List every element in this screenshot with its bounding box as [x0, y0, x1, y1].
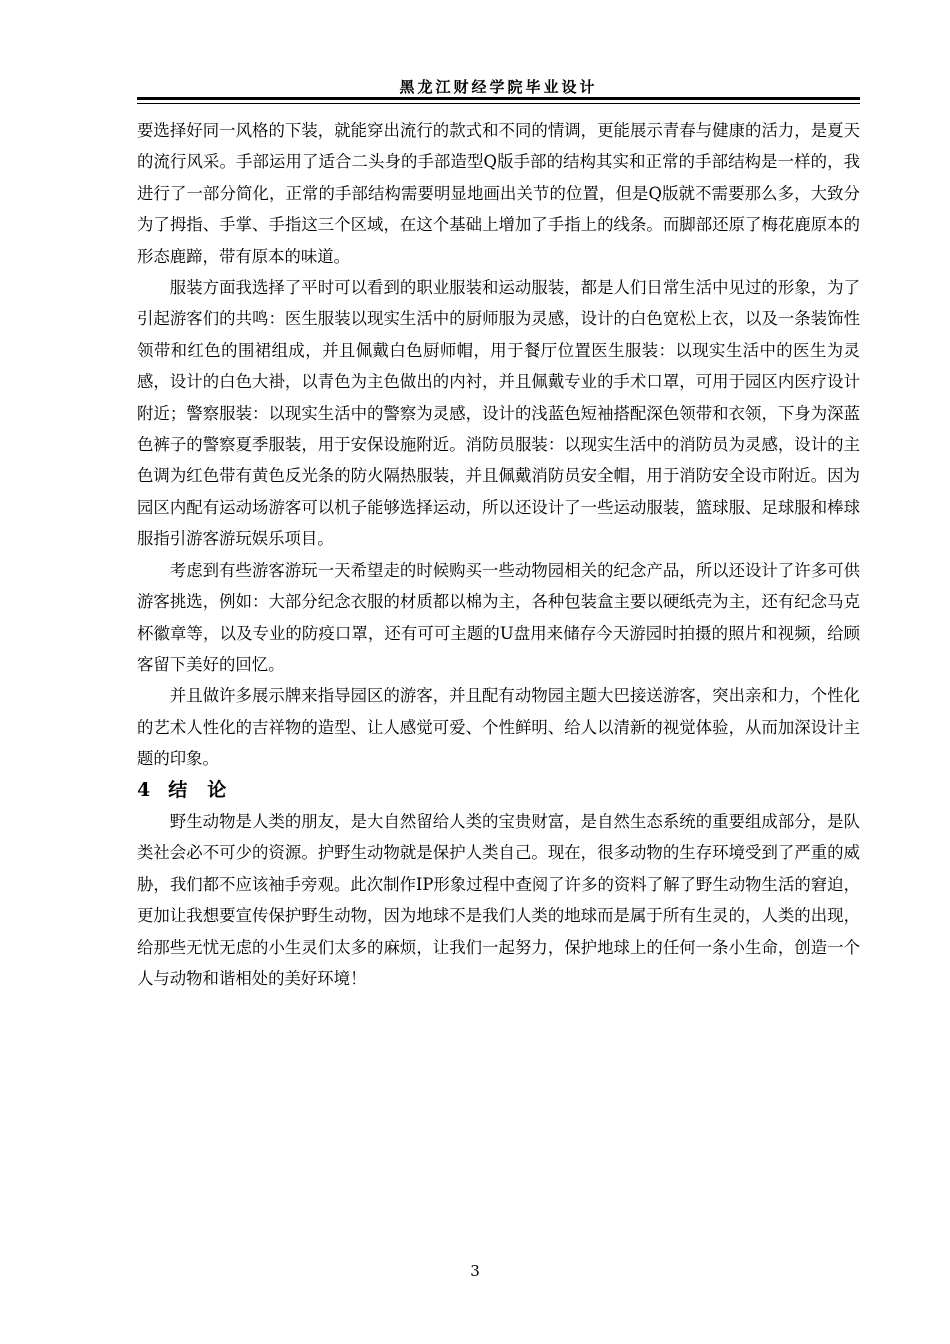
- body-paragraph-signage: 并且做许多展示牌来指导园区的游客，并且配有动物园主题大巴接送游客，突出亲和力，个性化的艺术人性化的吉祥物的造型、让人感觉可爱、个性鲜明、给人以清新的视觉体验，从而加深设计主题的印象。: [137, 686, 860, 769]
- section-title: 结论: [168, 778, 247, 801]
- conclusion-paragraph: 野生动物是人类的朋友，是大自然留给人类的宝贵财富，是自然生态系统的重要组成部分，是队类社会必不可少的资源。护野生动物就是保护人类自己。现在，很多动物的生存环境受到了严重的威胁，我们都不应该袖手旁观。此次制作IP形象过程中查阅了许多的资料了解了野生动物生活的窘迫，更加让我想要宣传保护野生动物，因为地球不是我们人类的地球而是属于所有生灵的，人类的出现，给那些无忧无虑的小生灵们太多的麻烦，让我们一起努力，保护地球上的任何一条小生命，创造一个人与动物和谐相处的美好环境！: [137, 811, 860, 988]
- header-rule-thick: [137, 97, 860, 100]
- section-heading: [137, 775, 860, 806]
- page-header-title: 黑龙江财经学院毕业设计: [399, 78, 598, 96]
- page-number: 3: [470, 1262, 480, 1280]
- body-paragraph-clothing: 服装方面我选择了平时可以看到的职业服装和运动服装，都是人们日常生活中见过的形象，为了引起游客们的共鸣：医生服装以现实生活中的厨师服为灵感，设计的白色宽松上衣，以及一条装饰性领带和红色的围裙组成，并且佩戴白色厨师帽，用于餐厅位置医生服装：以现实生活中的医生为灵感，设计的白色大褂，以青色为主色做出的内衬，并且佩戴专业的手术口罩，可用于园区内医疗设计附近；警察服装：以现实生活中的警察为灵感，设计的浅蓝色短袖搭配深色领带和衣领，下身为深蓝色裤子的警察夏季服装，用于安保设施附近。消防员服装：以现实生活中的消防员为灵感，设计的主色调为红色带有黄色反光条的防火隔热服装，并且佩戴消防员安全帽，用于消防安全设市附近。因为园区内配有运动场游客可以机子能够选择运动，所以还设计了一些运动服装，篮球服、足球服和棒球服指引游客游玩娱乐项目。: [137, 278, 860, 549]
- body-paragraph-continued: 要选择好同一风格的下装，就能穿出流行的款式和不同的情调，更能展示青春与健康的活力，是夏天的流行风采。手部运用了适合二头身的手部造型Q版手部的结构其实和正常的手部结构是一样的，我进行了一部分简化，正常的手部结构需要明显地画出关节的位置，但是Q版就不需要那么多，大致分为了拇指、手掌、手指这三个区域，在这个基础上增加了手指上的线条。而脚部还原了梅花鹿原本的形态鹿蹄，带有原本的味道。: [137, 121, 860, 266]
- body-paragraph-souvenirs: 考虑到有些游客游玩一天希望走的时候购买一些动物园相关的纪念产品，所以还设计了许多可供游客挑选，例如：大部分纪念衣服的材质都以棉为主，各种包装盒主要以硬纸壳为主，还有纪念马克杯徽章等，以及专业的防疫口罩，还有可可主题的U盘用来储存今天游园时拍摄的照片和视频，给顾客留下美好的回忆。: [137, 560, 860, 674]
- page-body: [137, 115, 860, 994]
- section-number: 4: [137, 778, 151, 801]
- header-rule-thin: [137, 103, 860, 104]
